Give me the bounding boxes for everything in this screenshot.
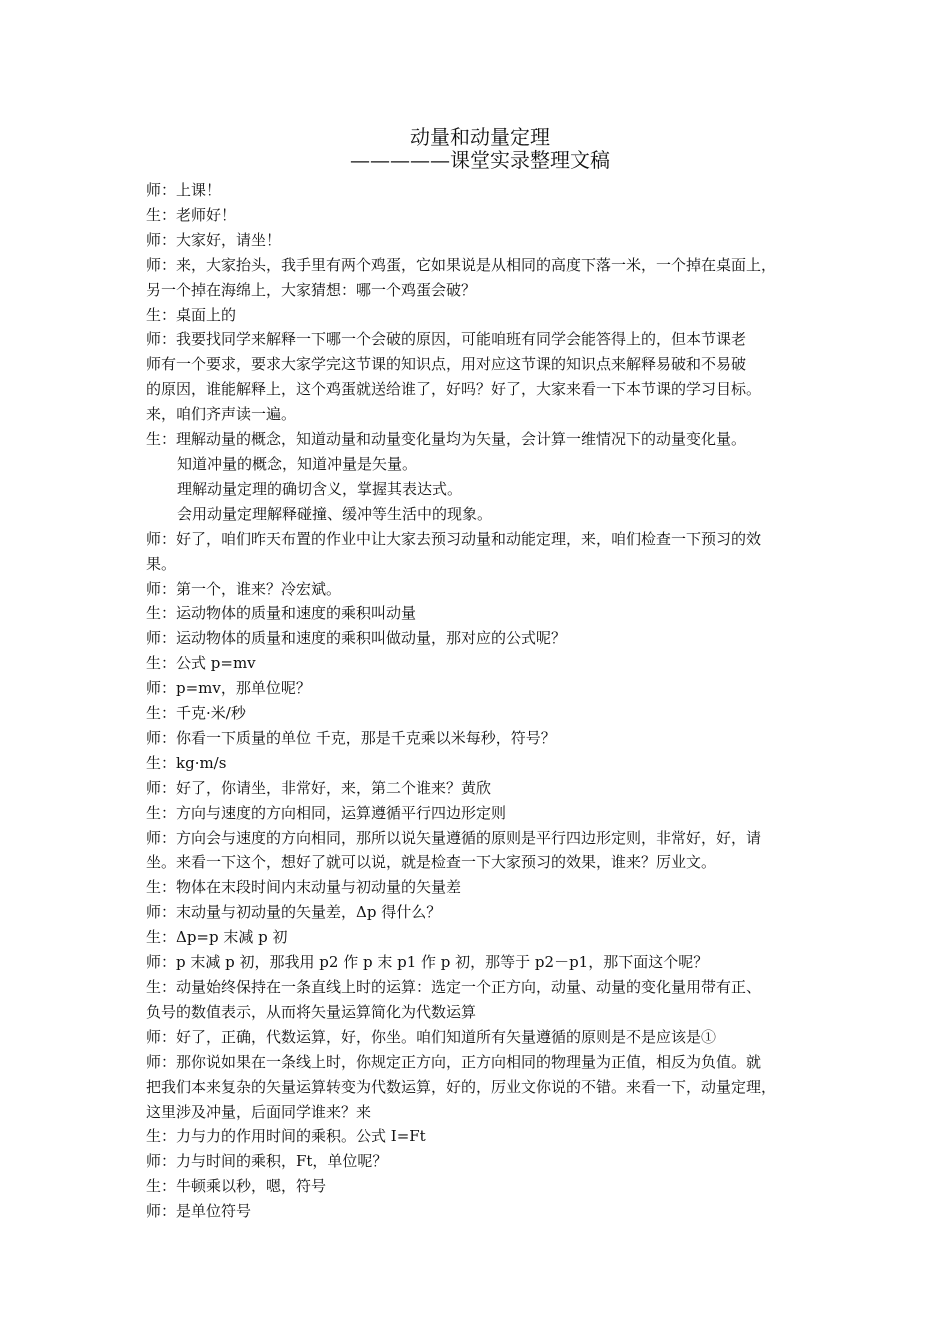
transcript-line: 果。 [146,554,177,573]
transcript-line: 师：第一个，谁来？冷宏斌。 [146,579,342,598]
transcript-line: 生：力与力的作用时间的乘积。公式 I=Ft [146,1127,426,1146]
document-page [146,126,814,1224]
document-title: 动量和动量定理 [410,125,550,149]
transcript-line: 师：好了，你请坐，非常好，来，第二个谁来？黄欣 [146,778,492,797]
transcript-line: 师：末动量与初动量的矢量差，Δp 得什么？ [146,903,442,922]
transcript-line: 这里涉及冲量，后面同学谁来？来 [146,1102,372,1121]
transcript-line: 把我们本来复杂的矢量运算转变为代数运算，好的，厉业文你说的不错。来看一下，动量定理， [146,1077,777,1096]
transcript-line: 师有一个要求，要求大家学完这节课的知识点，用对应这节课的知识点来解释易破和不易破 [146,355,747,374]
transcript-line: 生：牛顿乘以秒，嗯，符号 [146,1177,327,1196]
transcript-line: 生：动量始终保持在一条直线上时的运算：选定一个正方向，动量、动量的变化量用带有正、 [146,978,762,996]
transcript-line: 生：Δp=p 末减 p 初 [146,928,288,947]
transcript-line: 知道冲量的概念，知道冲量是矢量。 [177,454,418,473]
transcript-line: 生：运动物体的质量和速度的乘积叫动量 [146,604,417,623]
transcript-line: 师：p 末减 p 初，那我用 p2 作 p 末 p1 作 p 初，那等于 p2－p1，那下面这个呢？ [146,953,709,972]
transcript-line: 师：p=mv，那单位呢？ [146,679,311,698]
transcript-line: 师：方向会与速度的方向相同，那所以说矢量遵循的原则是平行四边形定则，非常好，好，请 [146,828,762,847]
transcript-line: 生：公式 p=mv [146,654,256,673]
transcript-line: 生：千克·米/秒 [146,704,246,723]
transcript-line: 师：你看一下质量的单位 千克，那是千克乘以米每秒，符号？ [146,728,556,747]
transcript-line: 的原因，谁能解释上，这个鸡蛋就送给谁了，好吗？好了，大家来看一下本节课的学习目标。 [146,380,762,399]
transcript-line: 生：桌面上的 [146,305,237,324]
transcript-line: 生：方向与速度的方向相同，运算遵循平行四边形定则 [146,803,507,822]
transcript-line: 师：是单位符号 [146,1202,252,1221]
transcript-line: 师：好了，咱们昨天布置的作业中让大家去预习动量和动能定理，来，咱们检查一下预习的效 [146,529,762,548]
transcript-line: 理解动量定理的确切含义，掌握其表达式。 [177,479,463,498]
transcript-line: 生：理解动量的概念，知道动量和动量变化量均为矢量，会计算一维情况下的动量变化量。 [146,430,747,449]
transcript-line: 坐。来看一下这个，想好了就可以说，就是检查一下大家预习的效果，谁来？厉业文。 [146,853,717,872]
transcript-body [146,178,814,1224]
transcript-line: 师：好了，正确，代数运算，好，你坐。咱们知道所有矢量遵循的原则是不是应该是① [146,1027,717,1046]
transcript-line: 师：来，大家抬头，我手里有两个鸡蛋，它如果说是从相同的高度下落一米，一个掉在桌面上， [146,255,777,274]
transcript-line: 师：那你说如果在一条线上时，你规定正方向，正方向相同的物理量为正值，相反为负值。就 [146,1052,762,1071]
transcript-line: 另一个掉在海绵上，大家猜想：哪一个鸡蛋会破？ [146,280,477,299]
transcript-line: 师：大家好，请坐！ [146,230,282,249]
transcript-line: 生：物体在末段时间内末动量与初动量的矢量差 [146,878,462,897]
transcript-line: 师：上课！ [146,181,222,199]
transcript-line: 师：力与时间的乘积，Ft，单位呢？ [146,1152,388,1171]
transcript-line: 师：运动物体的质量和速度的乘积叫做动量，那对应的公式呢？ [146,629,567,648]
transcript-line: 师：我要找同学来解释一下哪一个会破的原因，可能咱班有同学会能答得上的，但本节课老 [146,330,747,349]
transcript-line: 生：老师好！ [146,205,237,224]
transcript-line: 来，咱们齐声读一遍。 [146,405,297,424]
document-subtitle: —————课堂实录整理文稿 [350,148,610,172]
transcript-line: 会用动量定理解释碰撞、缓冲等生活中的现象。 [177,504,493,523]
transcript-line: 生：kg·m/s [146,753,227,772]
transcript-line: 负号的数值表示，从而将矢量运算简化为代数运算 [146,1002,477,1021]
